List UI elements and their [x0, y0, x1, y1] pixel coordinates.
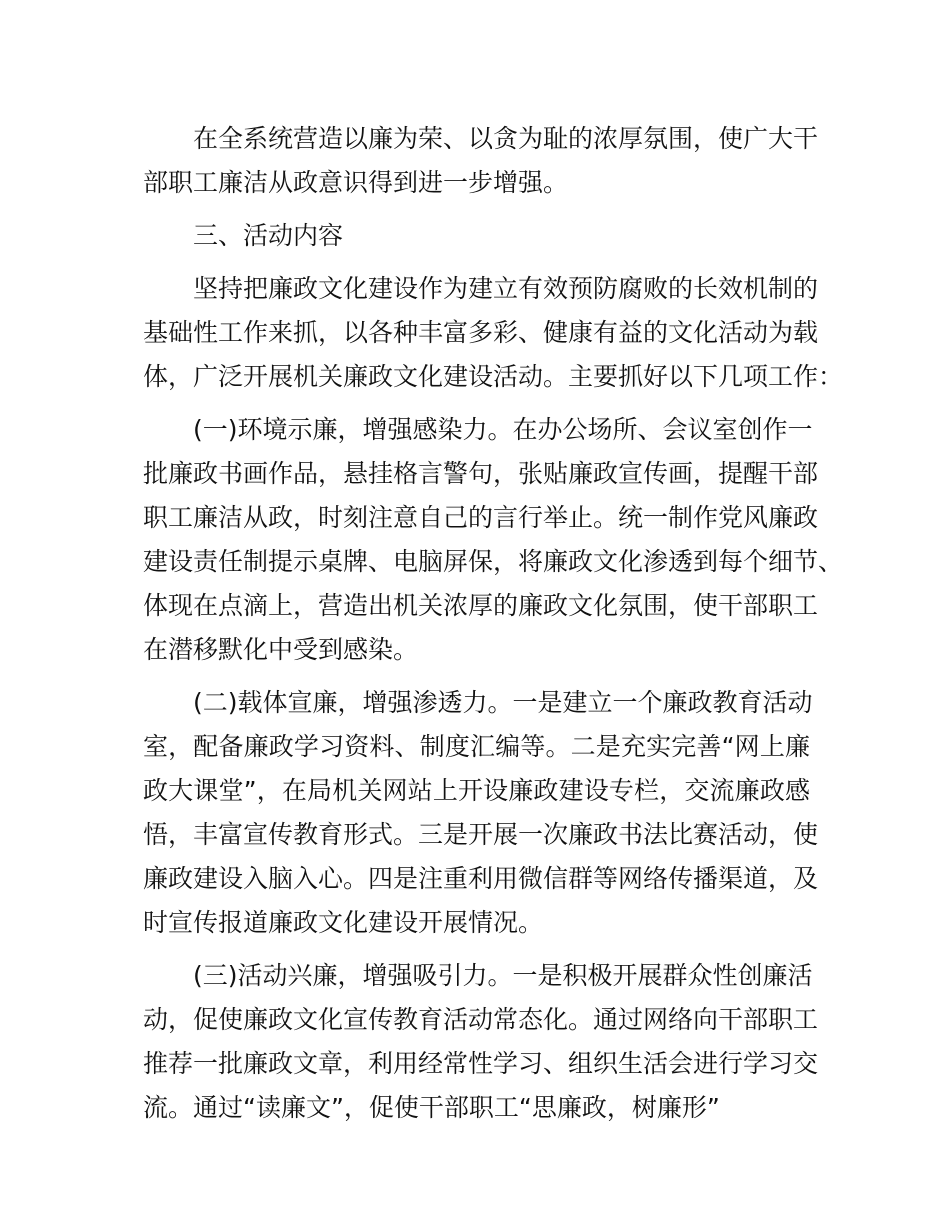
text-line: 职工廉洁从政，时刻注意自己的言行举止。统一制作党风廉政	[143, 503, 819, 532]
text-line: 部职工廉洁从政意识得到进一步增强。	[143, 168, 569, 197]
text-line: 时宣传报道廉政文化建设开展情况。	[143, 908, 544, 937]
text-line: 在潜移默化中受到感染。	[143, 635, 419, 664]
text-line: 流。通过“读廉文”，促使干部职工“思廉政，树廉形”	[143, 1093, 720, 1122]
text-line: 批廉政书画作品，悬挂格言警句，张贴廉政宣传画，提醒干部	[143, 459, 819, 488]
document-body	[143, 117, 844, 1139]
paragraph	[143, 408, 844, 672]
text-line: 在全系统营造以廉为荣、以贪为耻的浓厚氛围，使广大干	[193, 124, 819, 153]
text-line: (一)环境示廉，增强感染力。在办公场所、会议室创作一	[193, 415, 813, 444]
text-line: 推荐一批廉政文章，利用经常性学习、组织生活会进行学习交	[143, 1049, 819, 1078]
text-line: 建设责任制提示桌牌、电脑屏保，将廉政文化渗透到每个细节、	[143, 547, 844, 576]
text-line: 体现在点滴上，营造出机关浓厚的廉政文化氛围，使干部职工	[143, 591, 819, 620]
text-line: (二)载体宣廉，增强渗透力。一是建立一个廉政教育活动	[193, 688, 813, 717]
text-line: 悟，丰富宣传教育形式。三是开展一次廉政书法比赛活动，使	[143, 820, 819, 849]
text-line: 室，配备廉政学习资料、制度汇编等。二是充实完善“网上廉	[143, 732, 810, 761]
paragraph	[143, 117, 819, 205]
text-line: (三)活动兴廉，增强吸引力。一是积极开展群众性创廉活	[193, 961, 813, 990]
text-line: 基础性工作来抓，以各种丰富多彩、健康有益的文化活动为载	[143, 318, 819, 347]
paragraph	[143, 267, 844, 399]
text-line: 动，促使廉政文化宣传教育活动常态化。通过网络向干部职工	[143, 1005, 819, 1034]
text-line: 廉政建设入脑入心。四是注重利用微信群等网络传播渠道，及	[143, 864, 819, 893]
paragraph	[143, 681, 819, 945]
paragraph	[143, 954, 819, 1130]
text-line: 坚持把廉政文化建设作为建立有效预防腐败的长效机制的	[193, 274, 819, 303]
text-line: 三、活动内容	[193, 221, 344, 250]
paragraph	[143, 214, 810, 258]
text-line: 政大课堂”，在局机关网站上开设廉政建设专栏，交流廉政感	[143, 776, 810, 805]
text-line: 体，广泛开展机关廉政文化建设活动。主要抓好以下几项工作：	[143, 362, 844, 391]
